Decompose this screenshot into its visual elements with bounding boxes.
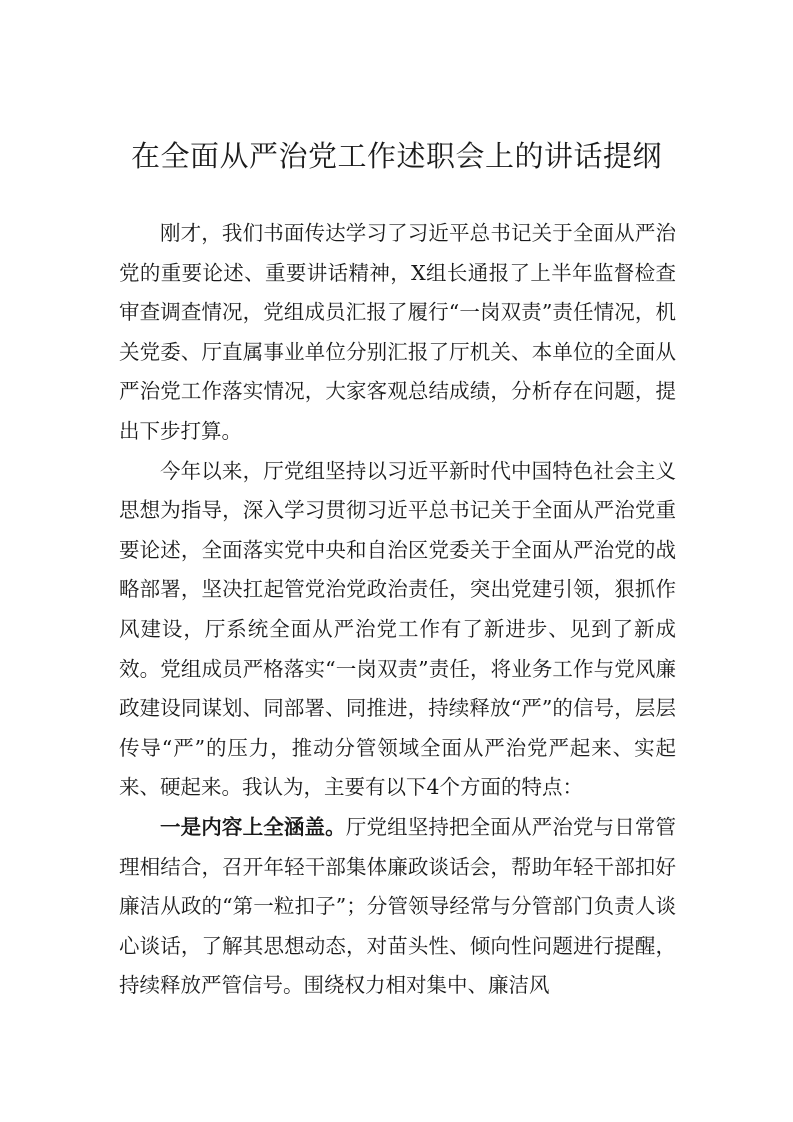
paragraph-3-text: 厅党组坚持把全面从严治党与日常管理相结合，召开年轻干部集体廉政谈话会，帮助年轻干部扣好廉洁从政的“第一粒扣子”；分管领导经常与分管部门负责人谈心谈话，了解其思想动态，对苗头性、倾向性问题进行提醒，持续释放严管信号。围绕权力相对集中、廉洁风 [119, 814, 676, 998]
paragraph-1 [119, 214, 676, 452]
paragraph-3-lead: 一是内容上全涵盖。 [160, 814, 346, 839]
paragraph-1-text: 刚才，我们书面传达学习了习近平总书记关于全面从严治党的重要论述、重要讲话精神，X组长通报了上半年监督检查审查调查情况，党组成员汇报了履行“一岗双责”责任情况，机关党委、厅直属事业单位分别汇报了厅机关、本单位的全面从严治党工作落实情况，大家客观总结成绩，分析存在问题，提出下步打算。 [119, 221, 676, 443]
paragraph-3 [119, 808, 676, 1006]
paragraph-2 [119, 452, 676, 808]
document-title: 在全面从严治党工作述职会上的讲话提纲 [130, 139, 662, 173]
paragraph-2-text: 今年以来，厅党组坚持以习近平新时代中国特色社会主义思想为指导，深入学习贯彻习近平总书记关于全面从严治党重要论述，全面落实党中央和自治区党委关于全面从严治党的战略部署，坚决扛起管党治党政治责任，突出党建引领，狠抓作风建设，厅系统全面从严治党工作有了新进步、见到了新成效。党组成员严格落实“一岗双责”责任，将业务工作与党风廉政建设同谋划、同部署、同推进，持续释放“严”的信号，层层传导“严”的压力，推动分管领域全面从严治党严起来、实起来、硬起来。我认为，主要有以下4个方面的特点： [119, 458, 676, 800]
document-body [119, 214, 676, 1006]
